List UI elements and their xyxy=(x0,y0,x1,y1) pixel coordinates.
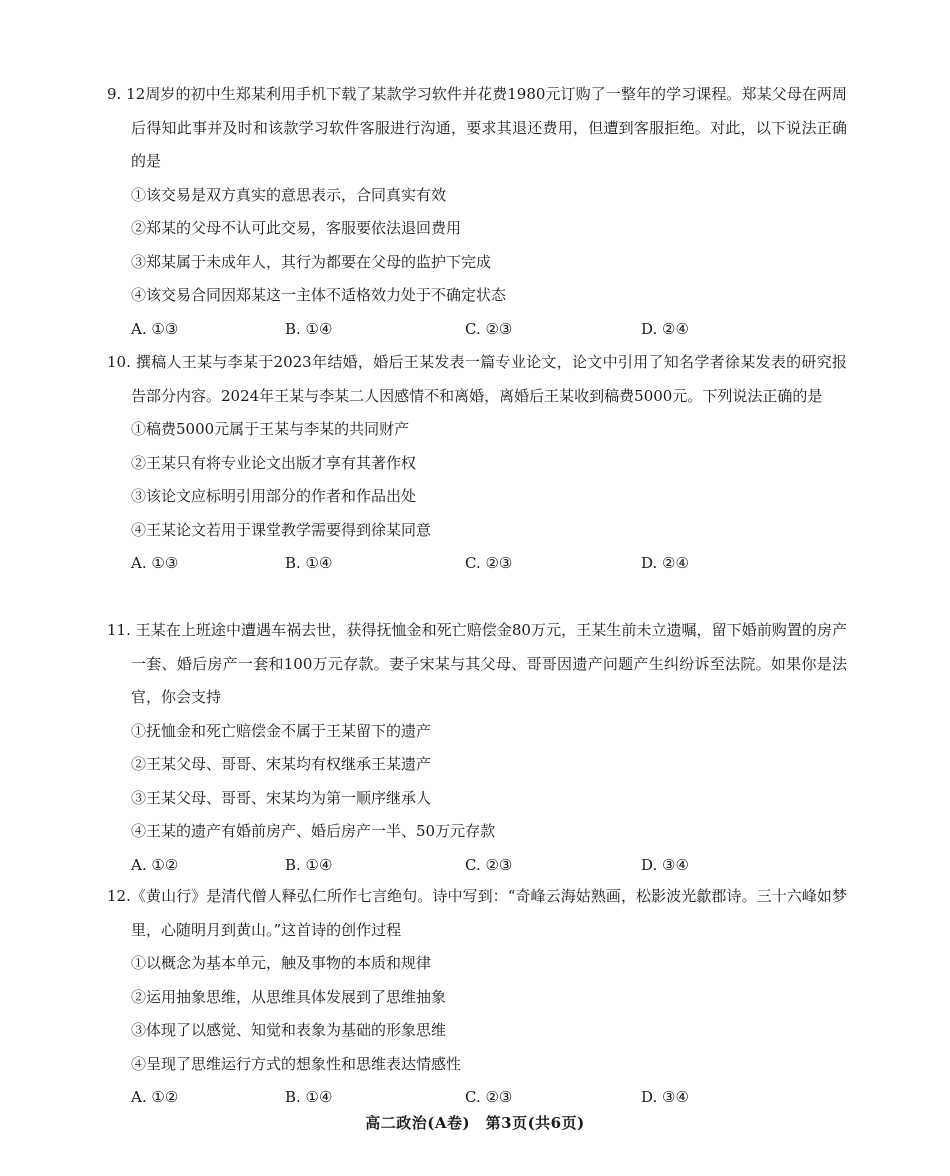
question-9 xyxy=(107,78,847,346)
statement-4: ④王某论文若用于课堂教学需要得到徐某同意 xyxy=(131,520,432,539)
choice-a: A. ①② xyxy=(131,1088,179,1106)
statement-2: ②王某只有将专业论文出版才享有其著作权 xyxy=(131,453,417,472)
answer-choices xyxy=(107,313,847,346)
statement-2: ②郑某的父母不认可此交易，客服要依法退回费用 xyxy=(131,219,462,237)
question-stem: 10. 撰稿人王某与李某于2023年结婚，婚后王某发表一篇专业论文，论文中引用了知名学者徐某发表的研究报告部分内容。2024年王某与李某二人因感情不和离婚，离婚后王某收到稿费5000元。下列说法正确的是 xyxy=(107,353,847,405)
choice-c: C. ②③ xyxy=(465,1088,513,1106)
choice-d: D. ②④ xyxy=(641,319,689,338)
answer-choices xyxy=(107,849,847,882)
question-stem: 9. 12周岁的初中生郑某利用手机下载了某款学习软件并花费1980元订购了一整年的学习课程。郑某父母在两周后得知此事并及时和该款学习软件客服进行沟通，要求其退还费用，但遭到客服拒绝。对此，以下说法正确的是 xyxy=(107,85,847,170)
statement-3: ③王某父母、哥哥、宋某均为第一顺序继承人 xyxy=(131,788,432,807)
statement-1: ①抚恤金和死亡赔偿金不属于王某留下的遗产 xyxy=(131,721,432,740)
question-10 xyxy=(107,346,847,580)
choice-d: D. ③④ xyxy=(641,1088,689,1106)
statement-1: ①稿费5000元属于王某与李某的共同财产 xyxy=(131,420,410,438)
statement-3: ③体现了以感觉、知觉和表象为基础的形象思维 xyxy=(131,1021,447,1039)
choice-d: D. ②④ xyxy=(641,554,689,572)
choice-c: C. ②③ xyxy=(465,554,513,572)
question-12 xyxy=(107,880,847,1114)
question-stem: 11. 王某在上班途中遭遇车祸去世，获得抚恤金和死亡赔偿金80万元，王某生前未立遗嘱，留下婚前购置的房产一套、婚后房产一套和100万元存款。妻子宋某与其父母、哥哥因遗产问题产生纠纷诉至法院。如果你是法官，你会支持 xyxy=(107,621,847,706)
choice-a: A. ①② xyxy=(131,855,179,874)
statement-1: ①该交易是双方真实的意思表示，合同真实有效 xyxy=(131,185,447,204)
choice-d: D. ③④ xyxy=(641,855,689,874)
choice-c: C. ②③ xyxy=(465,855,513,874)
statement-4: ④王某的遗产有婚前房产、婚后房产一半、50万元存款 xyxy=(131,822,496,840)
answer-choices xyxy=(107,1081,847,1114)
statement-4: ④呈现了思维运行方式的想象性和思维表达情感性 xyxy=(131,1054,462,1073)
choice-c: C. ②③ xyxy=(465,319,513,338)
question-11 xyxy=(107,614,847,882)
statement-2: ②王某父母、哥哥、宋某均有权继承王某遗产 xyxy=(131,755,432,773)
statement-2: ②运用抽象思维，从思维具体发展到了思维抽象 xyxy=(131,987,447,1006)
choice-b: B. ①④ xyxy=(285,319,333,338)
page-footer: 高二政治(A卷) 第3页(共6页) xyxy=(365,1114,585,1132)
choice-b: B. ①④ xyxy=(285,855,333,874)
choice-a: A. ①③ xyxy=(131,554,179,572)
choice-b: B. ①④ xyxy=(285,1088,333,1106)
statement-4: ④该交易合同因郑某这一主体不适格效力处于不确定状态 xyxy=(131,286,507,304)
statement-1: ①以概念为基本单元，触及事物的本质和规律 xyxy=(131,954,432,972)
statement-3: ③该论文应标明引用部分的作者和作品出处 xyxy=(131,487,417,505)
choice-a: A. ①③ xyxy=(131,319,179,338)
question-stem: 12.《黄山行》是清代僧人释弘仁所作七言绝句。诗中写到：“奇峰云海姑熟画，松影波光歙郡诗。三十六峰如梦里，心随明月到黄山。”这首诗的创作过程 xyxy=(107,887,847,939)
choice-b: B. ①④ xyxy=(285,554,333,572)
statement-3: ③郑某属于未成年人，其行为都要在父母的监护下完成 xyxy=(131,252,492,271)
answer-choices xyxy=(107,547,847,580)
